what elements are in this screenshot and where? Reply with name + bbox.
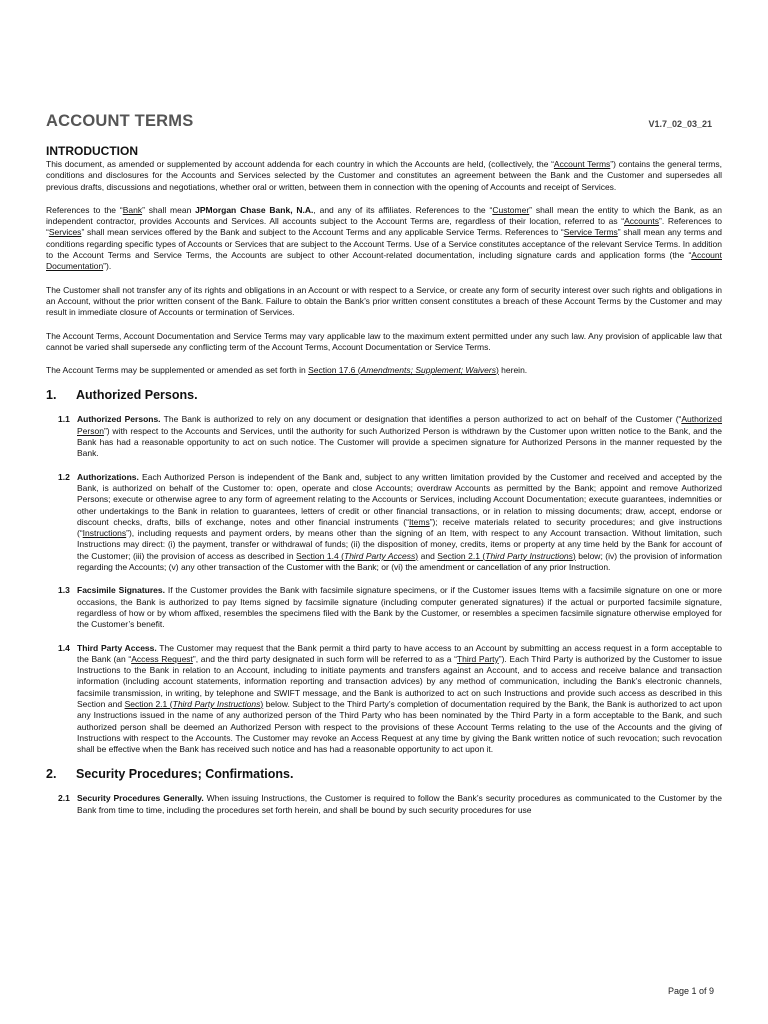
introduction-heading: INTRODUCTION (46, 144, 138, 158)
section-number: 2. (46, 767, 57, 782)
defined-term-authorized-person: Authorized Person (77, 414, 723, 436)
defined-term-account-documentation: Account Documentation (46, 250, 722, 272)
intro-paragraph-1: This document, as amended or supplemented by account addenda for each country in which the Accounts are held, (collectively, the “Account Terms”) contains the general terms, conditions and disclosures for the Accounts and Services selected by the Customer and constitutes an agreement between the Bank and the Customer and supersedes all previous drafts, discussions and negotiations, whether oral or written, between them in connection with the opening of Accounts and receipt of Services. (46, 159, 722, 192)
subsection-2-1 (46, 793, 722, 816)
subsection-text: Authorized Persons. The Bank is authorized to rely on any document or designation that identifies a person authorized to act on behalf of the Customer (“Authorized Person”) with respect to the Accounts and Services, until the authority for such Authorized Person is withdrawn by the Customer upon written notice to the Bank, and the Bank has had a reasonable opportunity to act on such notice. The Customer will provide a specimen signature for Authorized Persons in the manner requested by the Bank. (77, 414, 723, 459)
section-1-4-link[interactable]: Section 1.4 (Third Party Access) (296, 550, 419, 561)
subsection-text: Authorizations. Each Authorized Person is independent of the Bank and, subject to any written limitation provided by the Customer and received and accepted by the Bank, is authorized on behalf of the Customer to: open, operate and close Accounts; overdraw Accounts as permitted by the Bank; appoint and remove Authorized Persons; execute or otherwise agree to any form of agreement relating to the Accounts or Services, including Account Documentation; execute guarantees, indemnities or other undertakings to the Bank in relation to guarantees, letters of credit or other financial transactions, or in relation to missing documents; draw, accept, endorse or discount checks, drafts, bills of exchange, notes and other financial instruments (“Items”); receive materials related to security procedures; and give instructions (“Instructions”), including requests and payment orders, by means other than the signing of an Item, with respect to any Account transaction. Without limitation, such Instructions may direct: (i) the payment, transfer or withdrawal of funds; (ii) the disposition of money, credits, items or property at any time held by the Bank for account of the Customer; (iii) the provision of access as described in Section 1.4 (Third Party Access) and Section 2.1 (Third Party Instructions) below; (iv) the provision of information regarding the Accounts; (v) any other transaction of the Customer with the Bank; or (vi) the amendment or cancellation of any prior Instruction. (77, 471, 723, 573)
intro-paragraph-3: The Customer shall not transfer any of its rights and obligations in an Account or with respect to a Service, or create any form of security interest over such rights and obligations in an Account, without the prior written consent of the Bank. Failure to obtain the Bank’s prior written consent constitutes a breach of these Account Terms by the Customer and may result in immediate closure of Accounts or termination of Services. (46, 284, 722, 318)
subsection-number: 2.1 (58, 793, 70, 804)
section-17-6-link[interactable]: Section 17.6 (Amendments; Supplement; Waivers) (308, 365, 499, 376)
intro-paragraph-2: References to the “Bank” shall mean JPMorgan Chase Bank, N.A., and any of its affiliates. References to the “Customer” shall mean the entity to which the Bank, as an independent contractor, provides Accounts and Services. All accounts subject to the Account Terms are, regardless of their location, referred to as “Accounts”. References to “Services” shall mean services offered by the Bank and subject to the Account Terms and any applicable Service Terms. References to “Service Terms” shall mean any terms and conditions regarding specific types of Accounts or Services that are subject to the Account Terms. Use of a Service constitutes acceptance of the relevant Service Terms. In addition to the Account Terms and Service Terms, the Accounts are subject to other Account-related documentation, including signature cards and application forms (the “Account Documentation”). (46, 204, 722, 272)
subsection-1-2 (46, 472, 722, 574)
section-2-1-link[interactable]: Section 2.1 (Third Party Instructions) (437, 550, 576, 561)
defined-term-bank: Bank (122, 204, 143, 215)
section-title: Authorized Persons. (76, 388, 198, 403)
subsection-number: 1.2 (58, 471, 70, 482)
subsection-1-1 (46, 414, 722, 459)
section-1-heading (46, 388, 722, 402)
subsection-text: Security Procedures Generally. When issuing Instructions, the Customer is required to follow the Bank’s security procedures as communicated to the Customer by the Bank from time to time, including the procedures set forth herein, and shall be bound by such security procedures for use (77, 793, 722, 815)
section-number: 1. (46, 388, 57, 403)
page-number: Page 1 of 9 (667, 986, 714, 996)
subsection-number: 1.4 (58, 642, 70, 653)
version-label: V1.7_02_03_21 (648, 119, 712, 129)
subsection-text: Facsimile Signatures. If the Customer provides the Bank with facsimile signature specimens, or if the Customer issues Items with a facsimile signature on one or more occasions, the Bank is authorized to pay Items signed by facsimile signature (including computer generated signatures) if the actual or purported facsimile signature, regardless of how or by whom affixed, resembles the specimens filed with the Bank by the Customer, or resembles a specimen facsimile signature otherwise employed for the Customer’s benefit. (77, 585, 722, 630)
section-2-1-link[interactable]: Section 2.1 (Third Party Instructions) (124, 698, 264, 709)
subsection-1-3 (46, 585, 722, 630)
section-title: Security Procedures; Confirmations. (76, 767, 294, 782)
title-row (46, 112, 722, 134)
defined-term-account-terms: Account Terms (553, 159, 611, 169)
subsection-1-4 (46, 643, 722, 756)
subsection-text: Third Party Access. The Customer may request that the Bank permit a third party to have access to an Account by submitting an access request in a form acceptable to the Bank (an “Access Request”, and the third party designated in such form will be referred to as a “Third Party”). Each Third Party is authorized by the Customer to issue Instructions to the Bank in relation to an Account, including to initiate payments and transfers against an Account, and to access and receive balance and transaction information (including account statements, information reporting and transaction advices) by any method of communication, including the Bank’s electronic channels, facsimile transmission, in writing, by telephone and SWIFT message, and the Bank is authorized to act on such Instructions and provide such access as described in this Section and Section 2.1 (Third Party Instructions) below. Subject to the Third Party’s completion of documentation required by the Bank, the Bank is authorized to act upon any Instructions issued in the name of any authorized person of the Third Party who has been nominated by the Third Party in a form acceptable to the Bank, and such authorized person shall be deemed an Authorized Person with respect to the provisions of these Account Terms relating to the use of the Accounts and the giving of Instructions with respect to the Accounts. The Customer may revoke an Access Request at any time by giving the Bank written notice of such revocation; such revocation shall be effective when the Bank has received such notice and has had a reasonable opportunity to act upon it. (77, 642, 723, 755)
document-page (46, 112, 722, 828)
defined-term-accounts: Accounts (624, 216, 660, 227)
defined-term-third-party: Third Party (456, 653, 499, 664)
defined-term-items: Items (408, 516, 430, 527)
defined-term-access-request: Access Request (131, 653, 193, 664)
defined-term-services: Services (48, 227, 82, 238)
subsection-number: 1.3 (58, 585, 70, 596)
intro-paragraph-4: The Account Terms, Account Documentation and Service Terms may vary applicable law to the maximum extent permitted under any such law. Any provision of applicable law that cannot be varied shall supersede any conflicting term of the Account Terms, Account Documentation or Service Terms. (46, 330, 722, 352)
document-title: ACCOUNT TERMS (46, 112, 194, 130)
defined-term-instructions: Instructions (82, 528, 127, 539)
intro-paragraph-5: The Account Terms may be supplemented or amended as set forth in Section 17.6 (Amendments; Supplement; Waivers) herein. (46, 365, 528, 376)
subsection-number: 1.1 (58, 414, 70, 425)
defined-term-service-terms: Service Terms (563, 227, 618, 238)
defined-term-customer: Customer (492, 204, 530, 215)
bank-name: JPMorgan Chase Bank, N.A. (195, 204, 314, 215)
section-2-heading (46, 767, 722, 781)
